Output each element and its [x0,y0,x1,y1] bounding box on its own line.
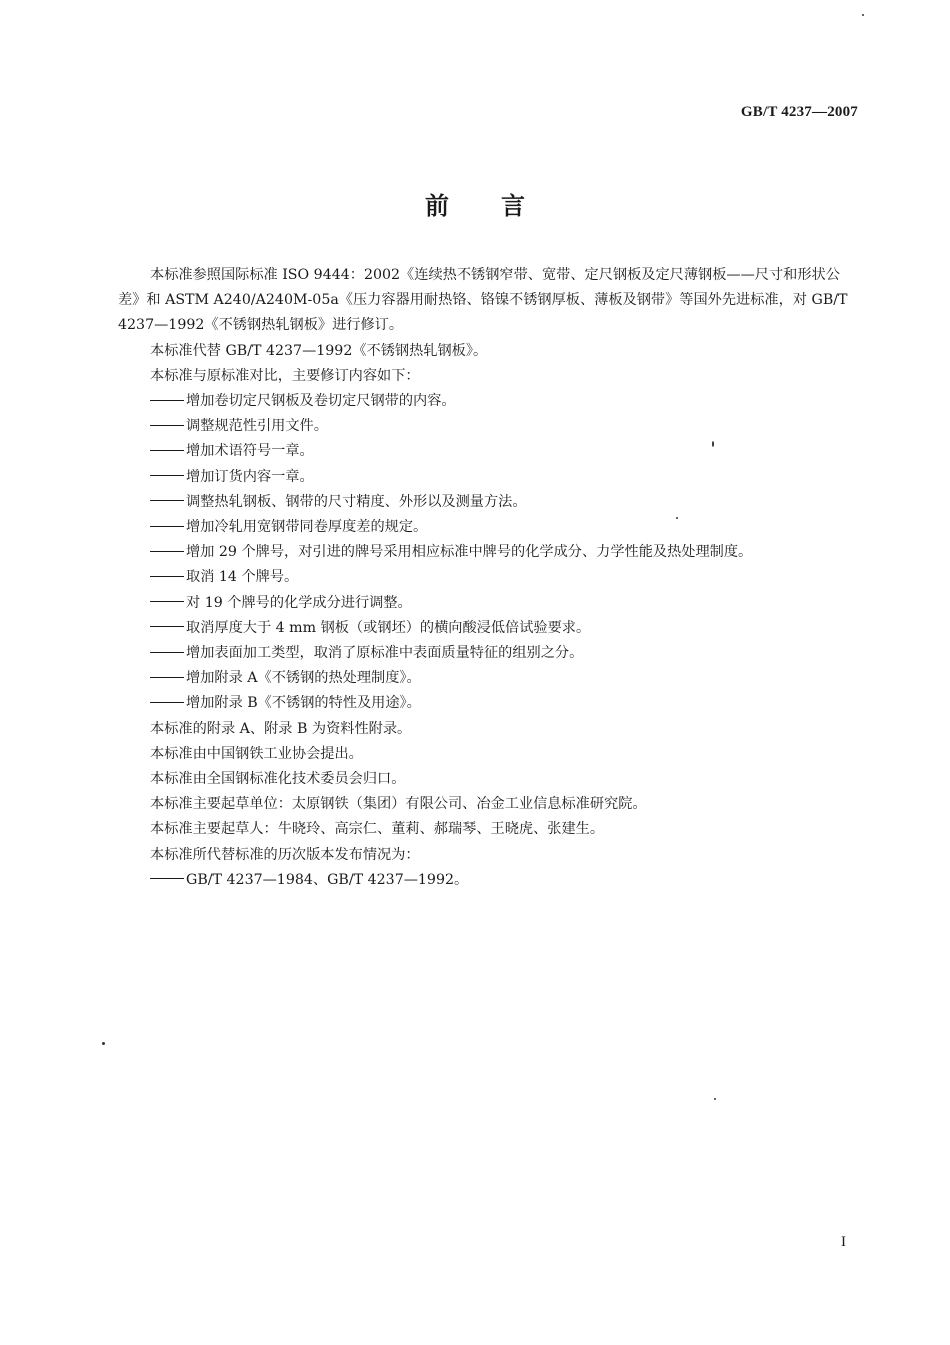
replaces-statement: 本标准代替 GB/T 4237—1992《不锈钢热轧钢板》。 [150,342,488,359]
history-intro: 本标准所代替标准的历次版本发布情况为： [150,846,420,863]
list-item: 取消 14 个牌号。 [118,565,860,590]
dash-icon [150,878,184,879]
committee-statement: 本标准由全国钢标准化技术委员会归口。 [150,771,406,788]
foreword-body [118,263,860,893]
dash-icon [150,677,184,678]
scan-speck [676,517,678,519]
dash-icon [150,425,184,426]
dash-icon [150,526,184,527]
dash-icon [150,626,184,627]
changes-intro: 本标准与原标准对比，主要修订内容如下： [150,367,420,384]
scan-speck [714,1098,716,1100]
scan-speck [712,441,714,447]
list-item: 增加表面加工类型，取消了原标准中表面质量特征的组别之分。 [118,641,860,666]
list-item: 增加冷轧用宽钢带同卷厚度差的规定。 [118,515,860,540]
changes-list [118,389,860,717]
dash-icon [150,551,184,552]
intro-paragraph: 本标准参照国际标准 ISO 9444：2002《连续热不锈钢窄带、宽带、定尺钢板及定尺薄钢板——尺寸和形状公差》和 ASTM A240/A240M-05a《压力容器用耐热铬、铬镍不锈钢厚板、薄板及钢带》等国外先进标准，对 GB/T 4237—1992《不锈钢热轧钢板》进行修订。 [118,267,848,334]
list-item: 增加术语符号一章。 [118,439,860,464]
list-item: 对 19 个牌号的化学成分进行调整。 [118,591,860,616]
dash-icon [150,500,184,501]
dash-icon [150,475,184,476]
list-item: 调整热轧钢板、钢带的尺寸精度、外形以及测量方法。 [118,490,860,515]
proposer-statement: 本标准由中国钢铁工业协会提出。 [150,745,363,762]
drafting-units-statement: 本标准主要起草单位：太原钢铁（集团）有限公司、冶金工业信息标准研究院。 [150,796,647,813]
list-item: 增加附录 A《不锈钢的热处理制度》。 [118,666,860,691]
dash-icon [150,702,184,703]
dash-icon [150,652,184,653]
page-number: I [841,1234,846,1250]
drafters-statement: 本标准主要起草人：牛晓玲、高宗仁、董莉、郝瑞琴、王晓虎、张建生。 [150,821,605,838]
page-title: 前言 [425,192,577,220]
dash-icon [150,576,184,577]
list-item: 增加 29 个牌号，对引进的牌号采用相应标准中牌号的化学成分、力学性能及热处理制度。 [118,540,860,565]
dash-icon [150,601,184,602]
scan-speck [862,14,864,16]
list-item: 增加附录 B《不锈钢的特性及用途》。 [118,691,860,716]
standard-code: GB/T 4237—2007 [740,104,858,120]
dash-icon [150,450,184,451]
appendix-statement: 本标准的附录 A、附录 B 为资料性附录。 [150,720,412,737]
list-item: 增加订货内容一章。 [118,465,860,490]
scan-speck [102,1042,105,1045]
list-item: 调整规范性引用文件。 [118,414,860,439]
list-item: 取消厚度大于 4 mm 钢板（或钢坯）的横向酸浸低倍试验要求。 [118,616,860,641]
list-item: 增加卷切定尺钢板及卷切定尺钢带的内容。 [118,389,860,414]
dash-icon [150,400,184,401]
history-item: GB/T 4237—1984、GB/T 4237—1992。 [118,868,860,893]
